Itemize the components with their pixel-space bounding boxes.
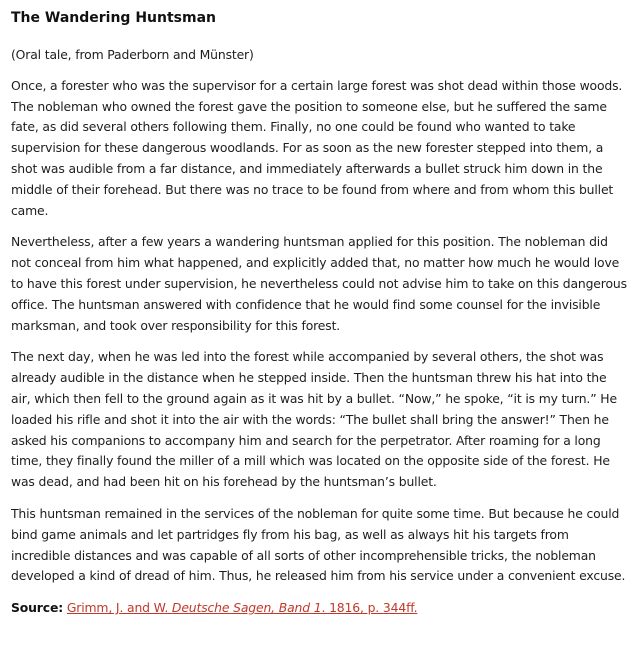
story-title: The Wandering Huntsman [11,10,217,26]
source-link-author: Grimm, J. and W. [66,600,172,616]
story-subtitle: (Oral tale, from Paderborn and Münster) [11,47,254,62]
source-label: Source: [11,600,64,616]
source-line [11,598,627,619]
source-link[interactable] [67,600,418,615]
source-link-work-title: Deutsche Sagen, Band 1 [171,600,322,616]
story-paragraph-4: This huntsman remained in the services of the nobleman for quite some time. But because he could bind game animals and let partridges fly from his bag, as well as always hit his targets from incredible distances and was capable of all sorts of other incomprehensible tricks, the nobleman developed a kind of dread of him. Thus, he released him from his service under a convenient excuse. [11,505,626,584]
story-paragraph-2: Nevertheless, after a few years a wandering huntsman applied for this position. The nobleman did not conceal from him what happened, and explicitly added that, no matter how much he would love to have this forest under supervision, he nevertheless could not advise him to take on this dangerous office. The huntsman answered with confidence that he would find some counsel for the invisible marksman, and took over responsibility for this forest. [11,234,627,333]
source-link-details: . 1816, p. 344ff. [321,600,418,616]
story-paragraph-3: The next day, when he was led into the forest while accompanied by several others, the shot was already audible in the distance when he stepped inside. Then the huntsman threw his hat into the air, which then fell to the ground again as it was hit by a bullet. “Now,” he spoke, “it is my turn.” He loaded his rifle and shot it into the air with the words: “The bullet shall bring the answer!” Then he asked his companions to accompany him and search for the perpetrator. After roaming for a long time, they finally found the miller of a mill which was located on the opposite side of the forest. He was dead, and had been hit on his forehead by the huntsman’s bullet. [11,349,617,490]
story-paragraph-1: Once, a forester who was the supervisor for a certain large forest was shot dead within those woods. The nobleman who owned the forest gave the position to someone else, but he suffered the same fate, as did several others following them. Finally, no one could be found who wanted to take supervision for these dangerous woodlands. For as soon as the new forester stepped into them, a shot was audible from a far distance, and immediately afterwards a bullet struck him down in the middle of their forehead. But there was no trace to be found from where and from whom this bullet came. [11,77,623,218]
